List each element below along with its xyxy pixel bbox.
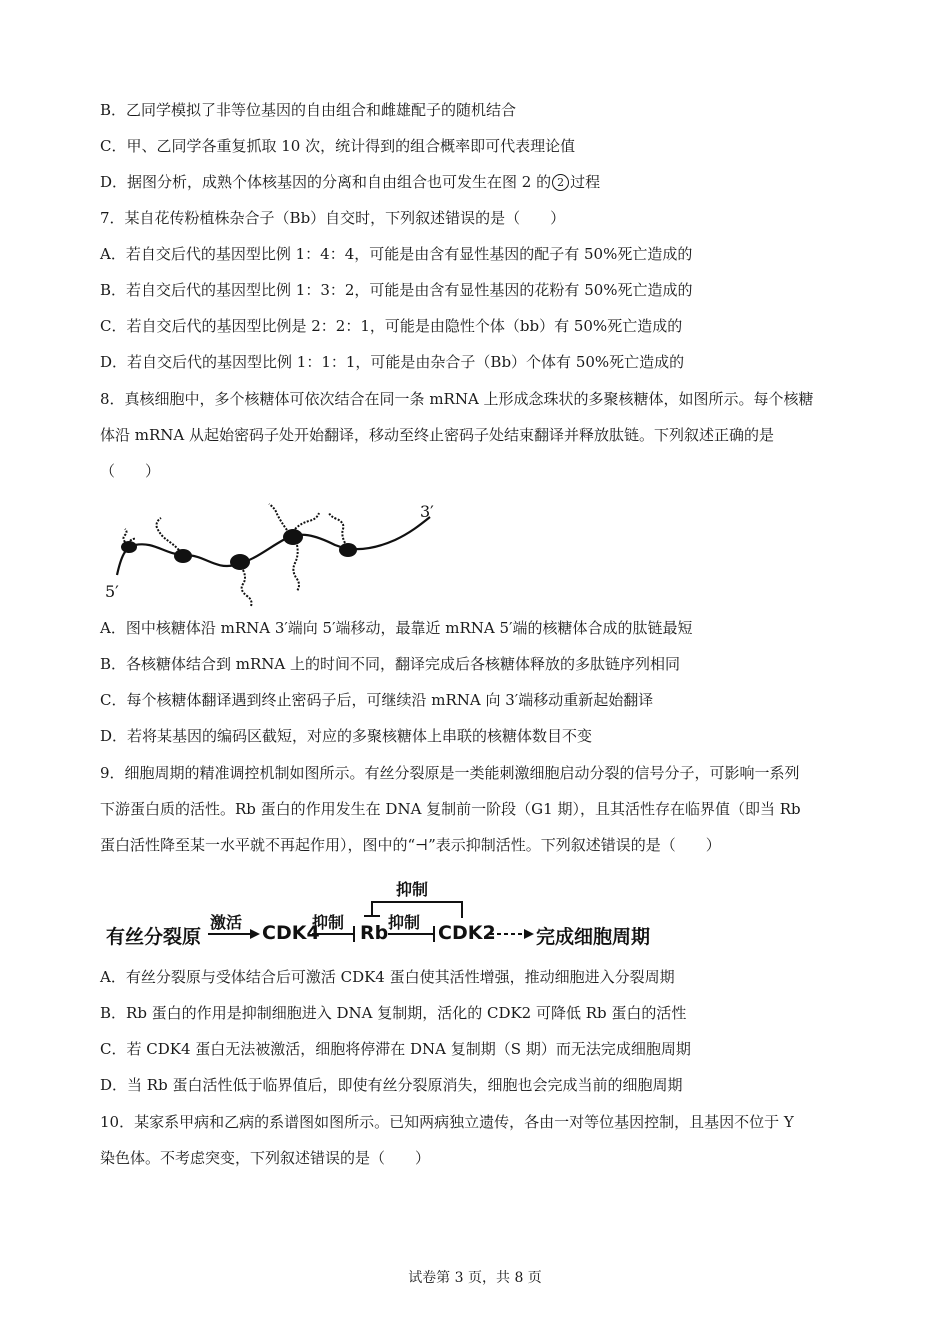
q9-option-b: B．Rb 蛋白的作用是抑制细胞进入 DNA 复制期，活化的 CDK2 可降低 Rb 蛋白的活性 bbox=[100, 1004, 687, 1022]
ribosome-3 bbox=[230, 554, 252, 606]
cell-cycle-diagram bbox=[100, 872, 680, 952]
q8-stem-line1: 8．真核细胞中，多个核糖体可依次结合在同一条 mRNA 上形成念珠状的多聚核糖体，如图所示。每个核糖 bbox=[100, 390, 814, 408]
label-inhibit-top: 抑制 bbox=[396, 880, 429, 899]
q9-stem-line3: 蛋白活性降至某一水平就不再起作用），图中的“⊣”表示抑制活性。下列叙述错误的是（ ） bbox=[100, 836, 721, 854]
label-activate: 激活 bbox=[210, 913, 243, 932]
q9-option-a: A．有丝分裂原与受体结合后可激活 CDK4 蛋白使其活性增强，推动细胞进入分裂周期 bbox=[100, 968, 675, 986]
q7-option-a: A．若自交后代的基因型比例 1：4：4，可能是由含有显性基因的配子有 50%死亡造成的 bbox=[100, 245, 693, 263]
node-cdk2: CDK2 bbox=[438, 922, 496, 944]
q8-option-d: D．若将某基因的编码区截短，对应的多聚核糖体上串联的核糖体数目不变 bbox=[100, 727, 593, 745]
q10-stem-line2: 染色体。不考虑突变，下列叙述错误的是（ ） bbox=[100, 1149, 431, 1167]
node-cdk4: CDK4 bbox=[262, 922, 320, 944]
q8-option-b: B．各核糖体结合到 mRNA 上的时间不同，翻译完成后各核糖体释放的多肽链序列相同 bbox=[100, 655, 681, 673]
label-inhibit-2: 抑制 bbox=[388, 913, 421, 932]
q6-option-b: B．乙同学模拟了非等位基因的自由组合和雌雄配子的随机结合 bbox=[100, 101, 517, 119]
q9-stem-line2: 下游蛋白质的活性。Rb 蛋白的作用发生在 DNA 复制前一阶段（G1 期），且其活性存在临界值（即当 Rb bbox=[100, 800, 801, 818]
q6-option-d-text: D．据图分析，成熟个体核基因的分离和自由组合也可发生在图 2 的 bbox=[100, 173, 552, 191]
label-5-prime: 5′ bbox=[105, 582, 119, 601]
label-3-prime: 3′ bbox=[420, 502, 434, 521]
page-footer: 试卷第 3 页，共 8 页 bbox=[408, 1270, 542, 1286]
q8-option-c: C．每个核糖体翻译遇到终止密码子后，可继续沿 mRNA 向 3′端移动重新起始翻译 bbox=[100, 691, 654, 709]
q6-option-d-tail: 过程 bbox=[570, 173, 601, 191]
mrna-strand bbox=[117, 517, 430, 575]
q9-option-d: D．当 Rb 蛋白活性低于临界值后，即使有丝分裂原消失，细胞也会完成当前的细胞周期 bbox=[100, 1076, 683, 1094]
q10-stem-line1: 10．某家系甲病和乙病的系谱图如图所示。已知两病独立遗传，各由一对等位基因控制，且基因不位于 Y bbox=[100, 1113, 794, 1131]
q9-option-c: C．若 CDK4 蛋白无法被激活，细胞将停滞在 DNA 复制期（S 期）而无法完成细胞周期 bbox=[100, 1040, 691, 1058]
q7-option-b: B．若自交后代的基因型比例 1：3：2，可能是由含有显性基因的花粉有 50%死亡造成的 bbox=[100, 281, 693, 299]
q6-option-d bbox=[100, 171, 600, 193]
circled-number: 2 bbox=[552, 174, 569, 191]
ribosome-2 bbox=[157, 518, 193, 563]
q8-option-a: A．图中核糖体沿 mRNA 3′端向 5′端移动，最靠近 mRNA 5′端的核糖体合成的肽链最短 bbox=[100, 619, 693, 637]
q9-stem-line1: 9．细胞周期的精准调控机制如图所示。有丝分裂原是一类能刺激细胞启动分裂的信号分子，可影响一系列 bbox=[100, 764, 800, 782]
q8-stem-line2: 体沿 mRNA 从起始密码子处开始翻译，移动至终止密码子处结束翻译并释放肽链。下列叙述正确的是 bbox=[100, 426, 775, 444]
label-inhibit-1: 抑制 bbox=[312, 913, 345, 932]
q7-option-c: C．若自交后代的基因型比例是 2：2：1，可能是由隐性个体（bb）有 50%死亡造成的 bbox=[100, 317, 683, 335]
ribosome-1 bbox=[121, 529, 137, 553]
ribosome-5 bbox=[329, 513, 357, 557]
q7-option-d: D．若自交后代的基因型比例 1：1：1，可能是由杂合子（Bb）个体有 50%死亡造成的 bbox=[100, 353, 685, 371]
node-complete-cycle: 完成细胞周期 bbox=[536, 926, 651, 948]
ribosome-4 bbox=[269, 504, 319, 591]
node-mitogen: 有丝分裂原 bbox=[106, 926, 202, 948]
q8-stem-line3: （ ） bbox=[100, 462, 161, 480]
q6-option-c: C．甲、乙同学各重复抓取 10 次，统计得到的组合概率即可代表理论值 bbox=[100, 137, 576, 155]
polyribosome-figure bbox=[95, 495, 455, 610]
q7-stem: 7．某自花传粉植株杂合子（Bb）自交时，下列叙述错误的是（ ） bbox=[100, 209, 566, 227]
node-rb: Rb bbox=[360, 922, 389, 944]
